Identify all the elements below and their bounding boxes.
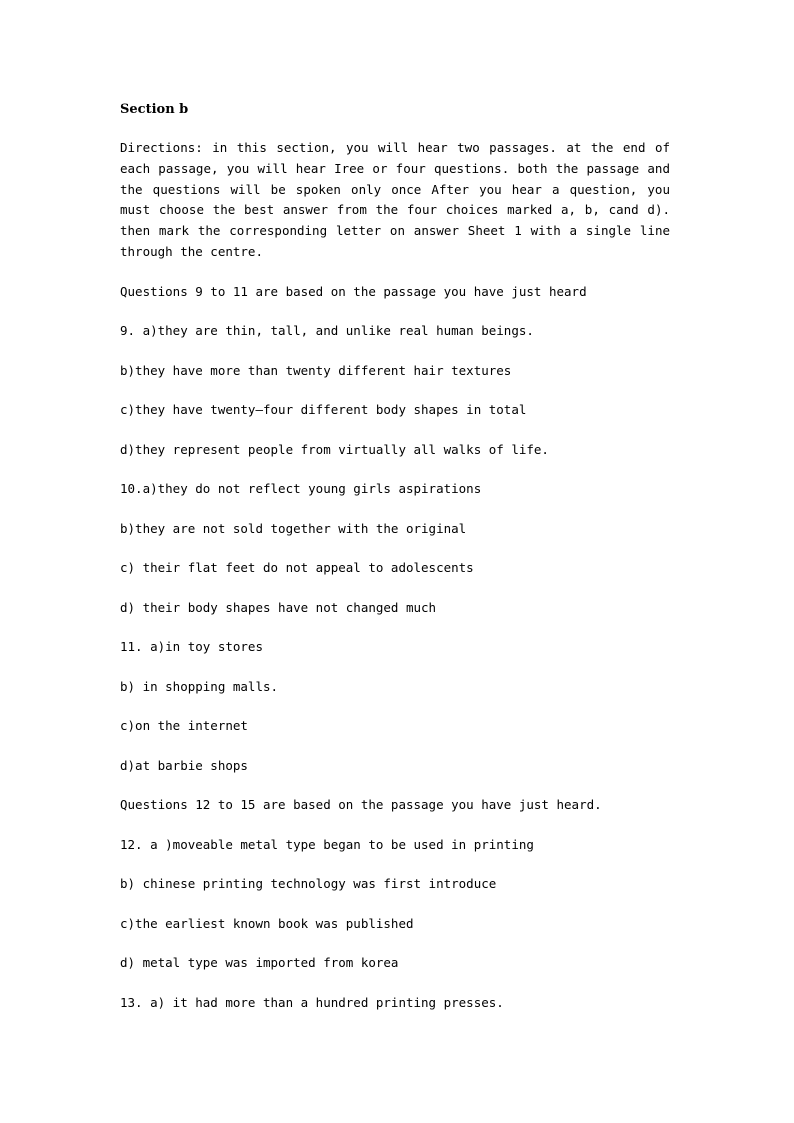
question-group-intro: Questions 9 to 11 are based on the passage you have just heard xyxy=(120,283,587,299)
question-9-option-d: d)they represent people from virtually all walks of life. xyxy=(120,441,549,457)
question-group-intro: Questions 12 to 15 are based on the passage you have just heard. xyxy=(120,797,602,813)
question-11-option-c: c)on the internet xyxy=(120,718,248,734)
question-12-option-d: d) metal type was imported from korea xyxy=(120,955,399,971)
question-12-option-a: 12. a )moveable metal type began to be used in printing xyxy=(120,836,534,852)
directions-paragraph: Directions: in this section, you will hear two passages. at the end of each passage, you will hear Iree or four questions. both the passage and the questions will be spoken only once After you hear a question, you must choose the best answer from the four choices marked a, b, cand d). then mark the corresponding letter on answer Sheet 1 with a single line through the centre. xyxy=(120,140,670,259)
question-9-option-a: 9. a)they are thin, tall, and unlike real human beings. xyxy=(120,323,534,339)
question-13-option-a: 13. a) it had more than a hundred printing presses. xyxy=(120,994,504,1010)
question-11-option-a: 11. a)in toy stores xyxy=(120,639,263,655)
question-10-option-d: d) their body shapes have not changed much xyxy=(120,599,437,615)
question-12-option-b: b) chinese printing technology was first introduce xyxy=(120,876,497,892)
question-11-option-b: b) in shopping malls. xyxy=(120,678,279,694)
question-10-option-c: c) their flat feet do not appeal to adolescents xyxy=(120,560,474,576)
question-10-option-a: 10.a)they do not reflect young girls aspirations xyxy=(120,481,482,497)
section-title: Section b xyxy=(120,102,189,117)
question-9-option-c: c)they have twenty—four different body shapes in total xyxy=(120,402,527,418)
question-10-option-b: b)they are not sold together with the original xyxy=(120,520,467,536)
document-body xyxy=(120,99,670,1032)
question-11-option-d: d)at barbie shops xyxy=(120,757,248,773)
question-12-option-c: c)the earliest known book was published xyxy=(120,915,414,931)
question-9-option-b: b)they have more than twenty different hair textures xyxy=(120,362,512,378)
